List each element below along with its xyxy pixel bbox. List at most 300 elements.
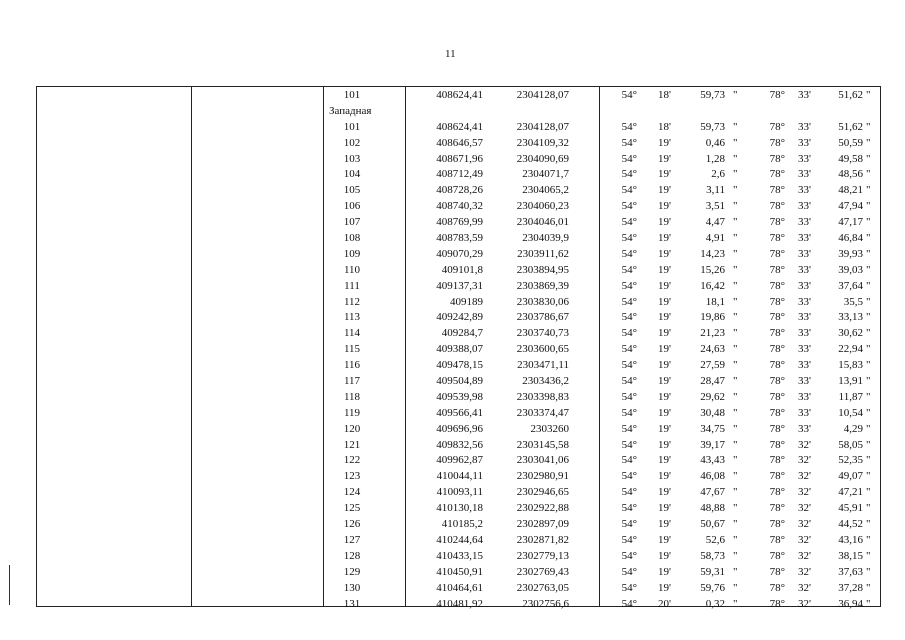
table-row [37, 199, 880, 215]
longitude-seconds: 30,62 [838, 327, 863, 340]
x-coordinate: 409070,29 [436, 247, 483, 260]
point-number: 103 [343, 152, 361, 165]
point-number: 125 [343, 502, 361, 515]
latitude-seconds-mark: " [733, 279, 738, 292]
table-row [37, 295, 880, 311]
y-coordinate: 2302779,13 [516, 549, 569, 562]
longitude-degrees: 78° [769, 232, 785, 245]
margin-mark [9, 565, 10, 605]
latitude-degrees: 54° [621, 422, 637, 435]
latitude-seconds-mark: " [733, 406, 738, 419]
latitude-minutes: 19' [658, 470, 671, 483]
latitude-minutes: 19' [658, 200, 671, 213]
longitude-degrees: 78° [769, 295, 785, 308]
x-coordinate: 408712,49 [436, 168, 483, 181]
table-row [37, 183, 880, 199]
latitude-minutes: 19' [658, 263, 671, 276]
table-row [37, 152, 880, 168]
longitude-degrees: 78° [769, 216, 785, 229]
longitude-minutes: 33' [798, 327, 811, 340]
x-coordinate: 409137,31 [436, 279, 483, 292]
longitude-degrees: 78° [769, 581, 785, 594]
x-coordinate: 410185,2 [441, 518, 483, 531]
latitude-degrees: 54° [621, 216, 637, 229]
table-row [37, 565, 880, 581]
latitude-seconds: 19,86 [700, 311, 725, 324]
x-coordinate: 409539,98 [436, 390, 483, 403]
longitude-seconds-mark: " [866, 390, 871, 403]
latitude-degrees: 54° [621, 120, 637, 133]
longitude-degrees: 78° [769, 152, 785, 165]
longitude-seconds-mark: " [866, 232, 871, 245]
longitude-seconds: 47,94 [838, 200, 863, 213]
latitude-minutes: 19' [658, 518, 671, 531]
x-coordinate: 410044,11 [436, 470, 483, 483]
x-coordinate: 409388,07 [436, 343, 483, 356]
x-coordinate: 410433,15 [436, 549, 483, 562]
table-row [37, 438, 880, 454]
latitude-degrees: 54° [621, 406, 637, 419]
table-row [37, 501, 880, 517]
x-coordinate: 409566,41 [436, 406, 483, 419]
latitude-minutes: 19' [658, 533, 671, 546]
y-coordinate: 2303471,11 [517, 359, 569, 372]
x-coordinate: 408624,41 [436, 120, 483, 133]
table-row [37, 485, 880, 501]
longitude-degrees: 78° [769, 597, 785, 610]
point-number: 123 [343, 470, 361, 483]
longitude-degrees: 78° [769, 375, 785, 388]
latitude-seconds: 59,76 [700, 581, 725, 594]
longitude-seconds: 10,54 [838, 406, 863, 419]
latitude-minutes: 19' [658, 184, 671, 197]
longitude-seconds: 37,64 [838, 279, 863, 292]
y-coordinate: 2303911,62 [517, 247, 569, 260]
point-number: 115 [343, 343, 361, 356]
latitude-seconds-mark: " [733, 263, 738, 276]
longitude-degrees: 78° [769, 470, 785, 483]
x-coordinate: 410244,64 [436, 533, 483, 546]
longitude-minutes: 32' [798, 565, 811, 578]
longitude-seconds: 48,56 [838, 168, 863, 181]
point-number: 106 [343, 200, 361, 213]
longitude-seconds-mark: " [866, 502, 871, 515]
latitude-seconds: 46,08 [700, 470, 725, 483]
longitude-degrees: 78° [769, 136, 785, 149]
longitude-seconds-mark: " [866, 263, 871, 276]
latitude-degrees: 54° [621, 581, 637, 594]
latitude-seconds: 15,26 [700, 263, 725, 276]
latitude-minutes: 18' [658, 120, 671, 133]
y-coordinate: 2303869,39 [516, 279, 569, 292]
x-coordinate: 409478,15 [436, 359, 483, 372]
longitude-seconds-mark: " [866, 279, 871, 292]
longitude-minutes: 32' [798, 470, 811, 483]
x-coordinate: 409504,89 [436, 375, 483, 388]
latitude-degrees: 54° [621, 359, 637, 372]
longitude-seconds-mark: " [866, 486, 871, 499]
longitude-seconds: 15,83 [838, 359, 863, 372]
point-number: 120 [343, 422, 361, 435]
x-coordinate: 408769,99 [436, 216, 483, 229]
x-coordinate: 409962,87 [436, 454, 483, 467]
longitude-minutes: 33' [798, 184, 811, 197]
longitude-minutes: 33' [798, 422, 811, 435]
longitude-seconds-mark: " [866, 343, 871, 356]
longitude-seconds: 49,07 [838, 470, 863, 483]
x-coordinate: 409284,7 [441, 327, 483, 340]
y-coordinate: 2302871,82 [516, 533, 569, 546]
y-coordinate: 2304128,07 [516, 120, 569, 133]
x-coordinate: 410464,61 [436, 581, 483, 594]
x-coordinate: 410093,11 [436, 486, 483, 499]
latitude-seconds-mark: " [733, 343, 738, 356]
y-coordinate: 2304065,2 [522, 184, 569, 197]
point-number: 121 [343, 438, 361, 451]
x-coordinate: 409101,8 [441, 263, 483, 276]
point-number: 119 [343, 406, 361, 419]
table-row [37, 549, 880, 565]
longitude-degrees: 78° [769, 486, 785, 499]
longitude-seconds-mark: " [866, 375, 871, 388]
section-label: Западная [329, 104, 372, 117]
longitude-degrees: 78° [769, 502, 785, 515]
point-number: 130 [343, 581, 361, 594]
latitude-seconds: 43,43 [700, 454, 725, 467]
latitude-minutes: 19' [658, 136, 671, 149]
longitude-degrees: 78° [769, 565, 785, 578]
latitude-minutes: 19' [658, 454, 671, 467]
latitude-seconds-mark: " [733, 232, 738, 245]
table-row [37, 215, 880, 231]
longitude-minutes: 32' [798, 581, 811, 594]
latitude-degrees: 54° [621, 200, 637, 213]
longitude-seconds-mark: " [866, 565, 871, 578]
latitude-seconds-mark: " [733, 486, 738, 499]
latitude-degrees: 54° [621, 390, 637, 403]
page-number: 11 [445, 48, 456, 60]
y-coordinate: 2303041,06 [516, 454, 569, 467]
y-coordinate: 2304046,01 [516, 216, 569, 229]
x-coordinate: 408671,96 [436, 152, 483, 165]
longitude-degrees: 78° [769, 422, 785, 435]
point-number: 128 [343, 549, 361, 562]
latitude-minutes: 18' [658, 89, 671, 101]
x-coordinate: 409189 [450, 295, 483, 308]
latitude-minutes: 19' [658, 279, 671, 292]
latitude-minutes: 19' [658, 486, 671, 499]
longitude-seconds-mark: " [866, 470, 871, 483]
longitude-degrees: 78° [769, 279, 785, 292]
latitude-seconds: 16,42 [700, 279, 725, 292]
longitude-seconds-mark: " [866, 438, 871, 451]
longitude-minutes: 32' [798, 454, 811, 467]
x-coordinate: 410130,18 [436, 502, 483, 515]
latitude-degrees: 54° [621, 184, 637, 197]
table-row [37, 326, 880, 342]
latitude-seconds: 1,28 [705, 152, 725, 165]
longitude-minutes: 33' [798, 136, 811, 149]
table-row [37, 263, 880, 279]
table-row [37, 374, 880, 390]
longitude-seconds-mark: " [866, 359, 871, 372]
longitude-seconds-mark: " [866, 533, 871, 546]
point-number: 102 [343, 136, 361, 149]
point-number: 109 [343, 247, 361, 260]
x-coordinate: 409832,56 [436, 438, 483, 451]
longitude-seconds-mark: " [866, 295, 871, 308]
y-coordinate: 2303740,73 [516, 327, 569, 340]
latitude-degrees: 54° [621, 232, 637, 245]
longitude-seconds: 39,93 [838, 247, 863, 260]
latitude-degrees: 54° [621, 502, 637, 515]
latitude-minutes: 19' [658, 549, 671, 562]
section-row [37, 104, 880, 120]
latitude-degrees: 54° [621, 470, 637, 483]
latitude-degrees: 54° [621, 168, 637, 181]
y-coordinate: 2303374,47 [516, 406, 569, 419]
table-row [37, 453, 880, 469]
latitude-degrees: 54° [621, 327, 637, 340]
latitude-seconds: 29,62 [700, 390, 725, 403]
latitude-seconds: 4,47 [705, 216, 725, 229]
latitude-seconds-mark: " [733, 120, 738, 133]
longitude-degrees: 78° [769, 359, 785, 372]
table-row [37, 342, 880, 358]
longitude-seconds-mark: " [866, 200, 871, 213]
longitude-degrees: 78° [769, 518, 785, 531]
point-number: 113 [343, 311, 361, 324]
longitude-minutes: 33' [798, 152, 811, 165]
longitude-minutes: 32' [798, 549, 811, 562]
latitude-minutes: 19' [658, 152, 671, 165]
longitude-seconds: 36,94 [838, 597, 863, 610]
longitude-minutes: 33' [798, 375, 811, 388]
x-coordinate: 410450,91 [436, 565, 483, 578]
longitude-seconds: 45,91 [838, 502, 863, 515]
latitude-seconds: 0,46 [705, 136, 725, 149]
longitude-degrees: 78° [769, 327, 785, 340]
latitude-degrees: 54° [621, 311, 637, 324]
latitude-seconds: 30,48 [700, 406, 725, 419]
y-coordinate: 2302756,6 [522, 597, 569, 610]
point-number: 101 [343, 120, 361, 133]
x-coordinate: 408783,59 [436, 232, 483, 245]
table-row [37, 167, 880, 183]
x-coordinate: 408624,41 [436, 89, 483, 101]
latitude-degrees: 54° [621, 549, 637, 562]
latitude-seconds: 47,67 [700, 486, 725, 499]
table-row [37, 533, 880, 549]
longitude-degrees: 78° [769, 120, 785, 133]
latitude-seconds: 59,31 [700, 565, 725, 578]
longitude-seconds: 47,21 [838, 486, 863, 499]
latitude-seconds-mark: " [733, 327, 738, 340]
coordinates-table [36, 86, 881, 610]
longitude-seconds: 13,91 [838, 375, 863, 388]
point-number: 104 [343, 168, 361, 181]
longitude-minutes: 32' [798, 438, 811, 451]
longitude-seconds: 44,52 [838, 518, 863, 531]
latitude-seconds-mark: " [733, 89, 738, 101]
latitude-degrees: 54° [621, 295, 637, 308]
latitude-seconds: 18,1 [705, 295, 725, 308]
latitude-degrees: 54° [621, 263, 637, 276]
latitude-minutes: 19' [658, 565, 671, 578]
latitude-seconds-mark: " [733, 136, 738, 149]
latitude-minutes: 19' [658, 343, 671, 356]
latitude-minutes: 20' [658, 597, 671, 610]
latitude-seconds-mark: " [733, 454, 738, 467]
longitude-seconds: 39,03 [838, 263, 863, 276]
longitude-minutes: 33' [798, 168, 811, 181]
latitude-seconds: 3,11 [706, 184, 725, 197]
latitude-seconds: 50,67 [700, 518, 725, 531]
latitude-seconds-mark: " [733, 200, 738, 213]
latitude-seconds-mark: " [733, 247, 738, 260]
y-coordinate: 2302763,05 [516, 581, 569, 594]
x-coordinate: 409696,96 [436, 422, 483, 435]
table-body [37, 88, 880, 612]
x-coordinate: 408646,57 [436, 136, 483, 149]
x-coordinate: 408728,26 [436, 184, 483, 197]
y-coordinate: 2302946,65 [516, 486, 569, 499]
longitude-seconds-mark: " [866, 89, 871, 101]
longitude-seconds: 58,05 [838, 438, 863, 451]
latitude-minutes: 19' [658, 168, 671, 181]
table-row [37, 120, 880, 136]
longitude-seconds-mark: " [866, 120, 871, 133]
latitude-seconds-mark: " [733, 152, 738, 165]
table-row [37, 597, 880, 613]
latitude-minutes: 19' [658, 502, 671, 515]
longitude-degrees: 78° [769, 454, 785, 467]
y-coordinate: 2304128,07 [516, 89, 569, 101]
point-number: 110 [343, 263, 361, 276]
longitude-seconds-mark: " [866, 581, 871, 594]
latitude-minutes: 19' [658, 232, 671, 245]
longitude-minutes: 33' [798, 263, 811, 276]
latitude-minutes: 19' [658, 359, 671, 372]
longitude-seconds: 50,59 [838, 136, 863, 149]
latitude-minutes: 19' [658, 406, 671, 419]
y-coordinate: 2304039,9 [522, 232, 569, 245]
longitude-minutes: 32' [798, 533, 811, 546]
table-row [37, 469, 880, 485]
point-number: 114 [343, 327, 361, 340]
point-number: 111 [344, 279, 360, 292]
point-number: 122 [343, 454, 361, 467]
longitude-seconds: 52,35 [838, 454, 863, 467]
longitude-seconds-mark: " [866, 406, 871, 419]
longitude-minutes: 32' [798, 597, 811, 610]
point-number: 127 [343, 533, 361, 546]
longitude-seconds: 48,21 [838, 184, 863, 197]
table-row [37, 247, 880, 263]
latitude-degrees: 54° [621, 152, 637, 165]
longitude-seconds-mark: " [866, 216, 871, 229]
latitude-seconds: 52,6 [705, 533, 725, 546]
longitude-degrees: 78° [769, 533, 785, 546]
y-coordinate: 2303398,83 [516, 390, 569, 403]
latitude-seconds: 48,88 [700, 502, 725, 515]
longitude-degrees: 78° [769, 406, 785, 419]
latitude-seconds-mark: " [733, 581, 738, 594]
latitude-seconds: 2,6 [711, 168, 725, 181]
point-number: 107 [343, 216, 361, 229]
longitude-degrees: 78° [769, 200, 785, 213]
latitude-seconds: 21,23 [700, 327, 725, 340]
y-coordinate: 2303600,65 [516, 343, 569, 356]
longitude-seconds-mark: " [866, 518, 871, 531]
longitude-minutes: 32' [798, 518, 811, 531]
point-number: 112 [343, 295, 361, 308]
longitude-minutes: 33' [798, 89, 811, 101]
longitude-seconds: 4,29 [843, 422, 863, 435]
longitude-seconds-mark: " [866, 152, 871, 165]
longitude-minutes: 33' [798, 216, 811, 229]
longitude-seconds: 37,28 [838, 581, 863, 594]
y-coordinate: 2304090,69 [516, 152, 569, 165]
longitude-degrees: 78° [769, 438, 785, 451]
y-coordinate: 2304109,32 [516, 136, 569, 149]
longitude-seconds-mark: " [866, 247, 871, 260]
latitude-degrees: 54° [621, 565, 637, 578]
table-row [37, 390, 880, 406]
latitude-seconds-mark: " [733, 216, 738, 229]
latitude-seconds: 27,59 [700, 359, 725, 372]
longitude-seconds-mark: " [866, 168, 871, 181]
longitude-seconds: 47,17 [838, 216, 863, 229]
y-coordinate: 2304060,23 [516, 200, 569, 213]
longitude-seconds-mark: " [866, 422, 871, 435]
latitude-degrees: 54° [621, 597, 637, 610]
longitude-minutes: 32' [798, 502, 811, 515]
longitude-seconds: 11,87 [838, 390, 863, 403]
latitude-minutes: 19' [658, 422, 671, 435]
longitude-degrees: 78° [769, 311, 785, 324]
longitude-minutes: 33' [798, 311, 811, 324]
latitude-seconds: 24,63 [700, 343, 725, 356]
table-row [37, 310, 880, 326]
latitude-minutes: 19' [658, 295, 671, 308]
latitude-seconds-mark: " [733, 375, 738, 388]
longitude-degrees: 78° [769, 390, 785, 403]
longitude-minutes: 33' [798, 279, 811, 292]
longitude-degrees: 78° [769, 168, 785, 181]
latitude-minutes: 19' [658, 216, 671, 229]
latitude-seconds-mark: " [733, 518, 738, 531]
longitude-degrees: 78° [769, 549, 785, 562]
longitude-minutes: 33' [798, 359, 811, 372]
longitude-seconds: 51,62 [838, 89, 863, 101]
table-row [37, 88, 880, 104]
y-coordinate: 2303894,95 [516, 263, 569, 276]
latitude-minutes: 19' [658, 247, 671, 260]
y-coordinate: 2303830,06 [516, 295, 569, 308]
longitude-seconds: 35,5 [843, 295, 863, 308]
latitude-seconds-mark: " [733, 438, 738, 451]
latitude-degrees: 54° [621, 533, 637, 546]
point-number: 131 [343, 597, 361, 610]
latitude-minutes: 19' [658, 311, 671, 324]
longitude-degrees: 78° [769, 263, 785, 276]
latitude-minutes: 19' [658, 327, 671, 340]
latitude-seconds-mark: " [733, 295, 738, 308]
longitude-seconds: 37,63 [838, 565, 863, 578]
latitude-seconds: 28,47 [700, 375, 725, 388]
point-number: 117 [343, 375, 361, 388]
